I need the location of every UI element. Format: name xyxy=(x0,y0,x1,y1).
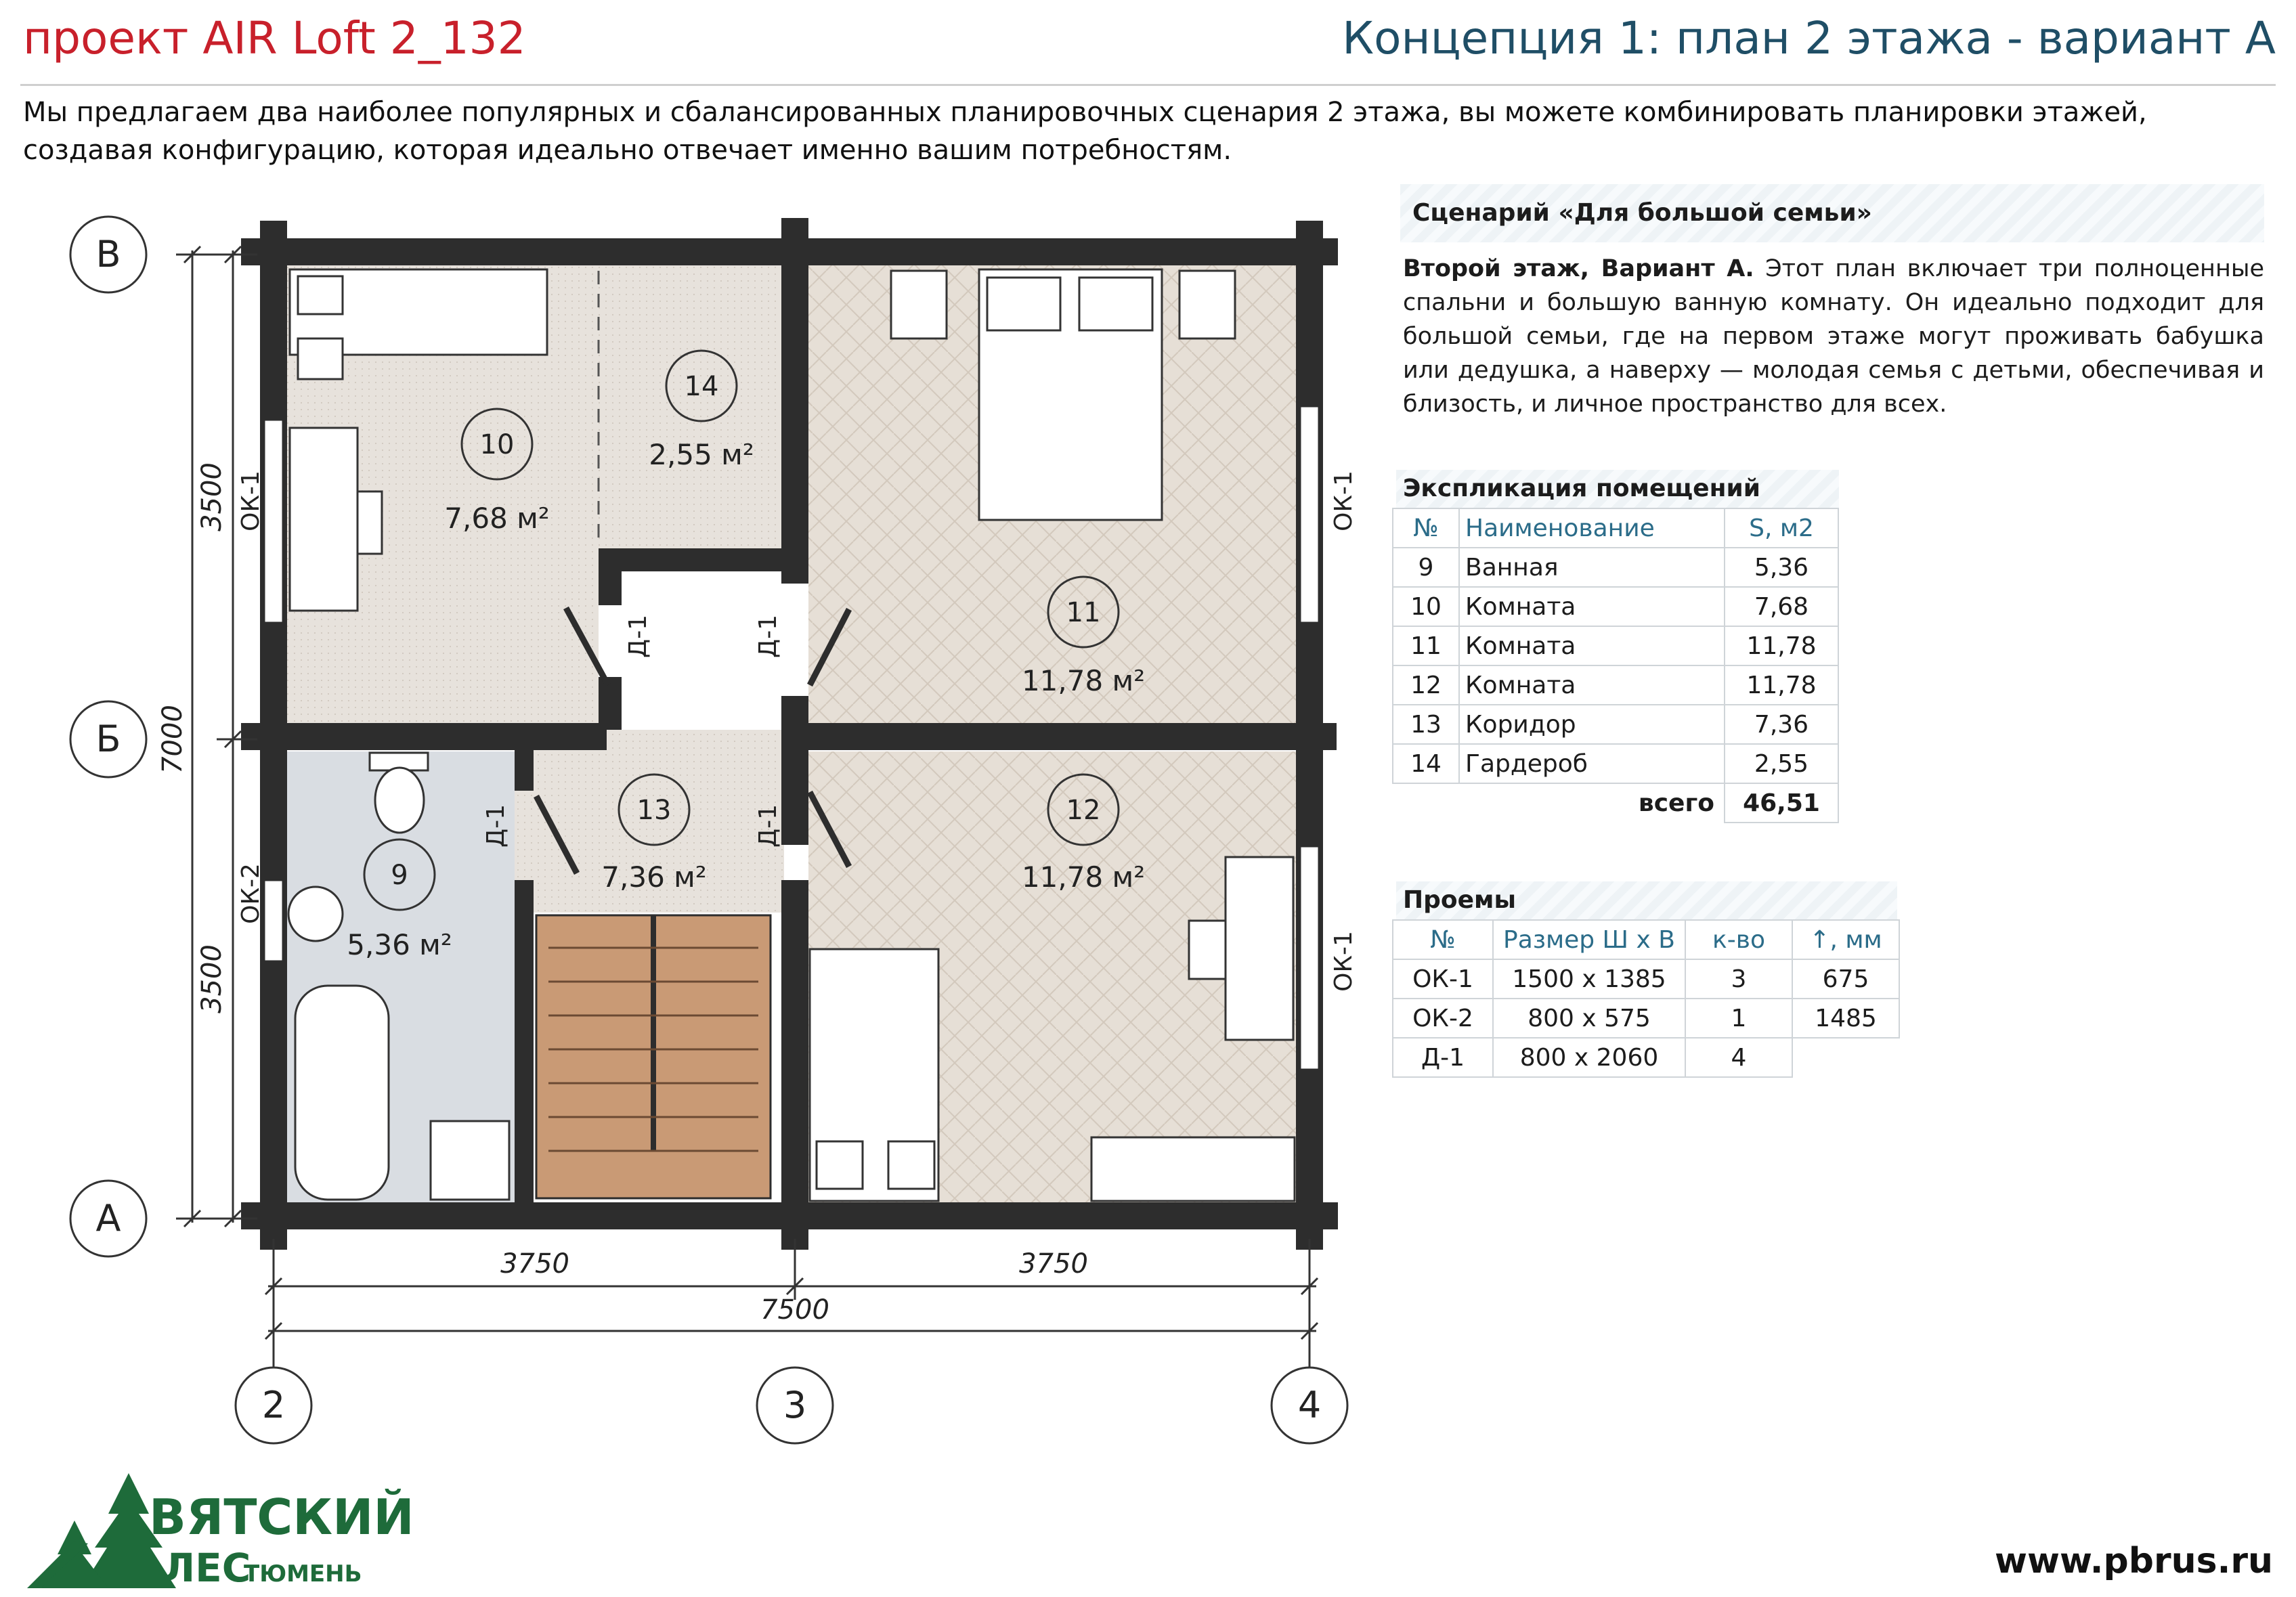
room-9-number: 9 xyxy=(391,860,408,891)
table-row xyxy=(1393,587,1838,626)
cell: 1500 х 1385 xyxy=(1493,959,1685,999)
footer-site[interactable]: www.pbrus.ru xyxy=(1994,1541,2273,1581)
cell: 11,78 xyxy=(1725,665,1838,705)
cell: 4 xyxy=(1685,1038,1792,1077)
dim-bay-right: 3750 xyxy=(1019,1248,1088,1279)
table-row xyxy=(1393,959,1899,999)
window-ok1-right-upper: ОК-1 xyxy=(1330,471,1358,531)
cell: Комната xyxy=(1459,665,1725,705)
cell: Гардероб xyxy=(1459,744,1725,783)
stairs xyxy=(536,915,771,1198)
table-row xyxy=(1393,548,1838,587)
openings-table xyxy=(1392,919,1900,1078)
axis-2-label: 2 xyxy=(261,1384,286,1426)
room-14-area: 2,55 м² xyxy=(649,438,754,471)
cell: 2,55 xyxy=(1725,744,1838,783)
axis-a-label: А xyxy=(95,1197,121,1240)
dim-left-total: 7000 xyxy=(157,705,188,774)
dim-left-upper: 3500 xyxy=(196,462,228,531)
cell: Коридор xyxy=(1459,705,1725,744)
room-11-number: 11 xyxy=(1066,597,1101,628)
rooms-col-name: Наименование xyxy=(1459,508,1725,548)
table-row xyxy=(1393,999,1899,1038)
scenario-body: Этот план включает три полноценные спальни и большую ванную комнату. Он идеально подходит для большой семьи, где на первом этаже могут проживать бабушка или дедушка, а наверху — молодая семья с детьми, обеспечивая и близость, и личное пространство для всех. xyxy=(1403,255,2264,418)
cell: 9 xyxy=(1393,548,1459,587)
logo-line1: ВЯТСКИЙ xyxy=(149,1489,414,1546)
cell: 14 xyxy=(1393,744,1459,783)
cell xyxy=(1792,1038,1899,1077)
rooms-col-num: № xyxy=(1393,508,1459,548)
room-10-area: 7,68 м² xyxy=(444,502,550,535)
room-11-area: 11,78 м² xyxy=(1021,664,1146,697)
door-d1-closet: Д-1 xyxy=(624,614,652,659)
room-10-number: 10 xyxy=(479,429,515,460)
cell: 11,78 xyxy=(1725,626,1838,665)
axis-v-label: В xyxy=(95,233,121,276)
rooms-table-title: Экспликация помещений xyxy=(1396,470,1839,508)
scenario-title: Сценарий «Для большой семьи» xyxy=(1400,184,2264,242)
cell: 13 xyxy=(1393,705,1459,744)
room-13-area: 7,36 м² xyxy=(601,860,707,894)
cell: Комната xyxy=(1459,587,1725,626)
logo-line2: ЛЕС xyxy=(163,1545,251,1591)
dim-total-width: 7500 xyxy=(760,1294,829,1326)
openings-col-height: ↑, мм xyxy=(1792,920,1899,959)
openings-col-size: Размер Ш х В xyxy=(1493,920,1685,959)
cell: 5,36 xyxy=(1725,548,1838,587)
cell: 675 xyxy=(1792,959,1899,999)
cell: ОК-2 xyxy=(1393,999,1493,1038)
cell: 1 xyxy=(1685,999,1792,1038)
room-13-number: 13 xyxy=(636,795,672,826)
openings-col-num: № xyxy=(1393,920,1493,959)
room-14-number: 14 xyxy=(684,371,719,402)
table-row xyxy=(1393,744,1838,783)
door-d1-room12: Д-1 xyxy=(754,804,782,848)
dim-left-lower: 3500 xyxy=(196,944,228,1013)
window-ok1-left: ОК-1 xyxy=(237,471,265,531)
cell: 11 xyxy=(1393,626,1459,665)
project-title: проект AIR Loft 2_132 xyxy=(23,12,526,64)
cell: 3 xyxy=(1685,959,1792,999)
cell: 12 xyxy=(1393,665,1459,705)
scenario-description xyxy=(1403,252,2264,421)
room-9-area: 5,36 м² xyxy=(347,928,452,961)
window-ok1-right-lower: ОК-1 xyxy=(1330,931,1358,992)
rooms-table xyxy=(1392,508,1839,823)
scenario-lead: Второй этаж, Вариант А. xyxy=(1403,255,1754,282)
cell: 800 х 2060 xyxy=(1493,1038,1685,1077)
table-row xyxy=(1393,626,1838,665)
axis-b-label: Б xyxy=(95,718,121,760)
company-logo xyxy=(27,1473,414,1591)
axis-4-label: 4 xyxy=(1297,1384,1322,1426)
cell: Комната xyxy=(1459,626,1725,665)
window-ok2: ОК-2 xyxy=(237,863,265,924)
total-label: всего xyxy=(1638,789,1714,817)
floor-room-14 xyxy=(599,265,783,563)
cell: ОК-1 xyxy=(1393,959,1493,999)
intro-text: Мы предлагаем два наиболее популярных и сбалансированных планировочных сценария 2 этажа, вы можете комбинировать планировки этажей, создавая конфигурацию, которая идеально отвечает именно вашим потребностям. xyxy=(23,97,2147,166)
room-12-area: 11,78 м² xyxy=(1021,860,1146,894)
rooms-col-area: S, м2 xyxy=(1725,508,1838,548)
axis-3-label: 3 xyxy=(783,1384,807,1426)
table-row xyxy=(1393,1038,1899,1077)
total-value: 46,51 xyxy=(1725,783,1838,823)
cell: 1485 xyxy=(1792,999,1899,1038)
room-12-number: 12 xyxy=(1066,795,1101,826)
table-row xyxy=(1393,665,1838,705)
logo-line3: ТЮМЕНЬ xyxy=(244,1560,362,1588)
cell: 7,68 xyxy=(1725,587,1838,626)
openings-table-title: Проемы xyxy=(1396,881,1897,919)
dim-bay-left: 3750 xyxy=(500,1248,569,1279)
door-d1-bath: Д-1 xyxy=(482,804,510,848)
table-total-row xyxy=(1393,783,1838,823)
door-d1-room11: Д-1 xyxy=(754,614,782,659)
concept-title: Концепция 1: план 2 этажа - вариант А xyxy=(1342,12,2276,64)
cell: 7,36 xyxy=(1725,705,1838,744)
cell: 10 xyxy=(1393,587,1459,626)
cell: 800 х 575 xyxy=(1493,999,1685,1038)
cell: Д-1 xyxy=(1393,1038,1493,1077)
table-row xyxy=(1393,705,1838,744)
openings-col-qty: к-во xyxy=(1685,920,1792,959)
cell: Ванная xyxy=(1459,548,1725,587)
